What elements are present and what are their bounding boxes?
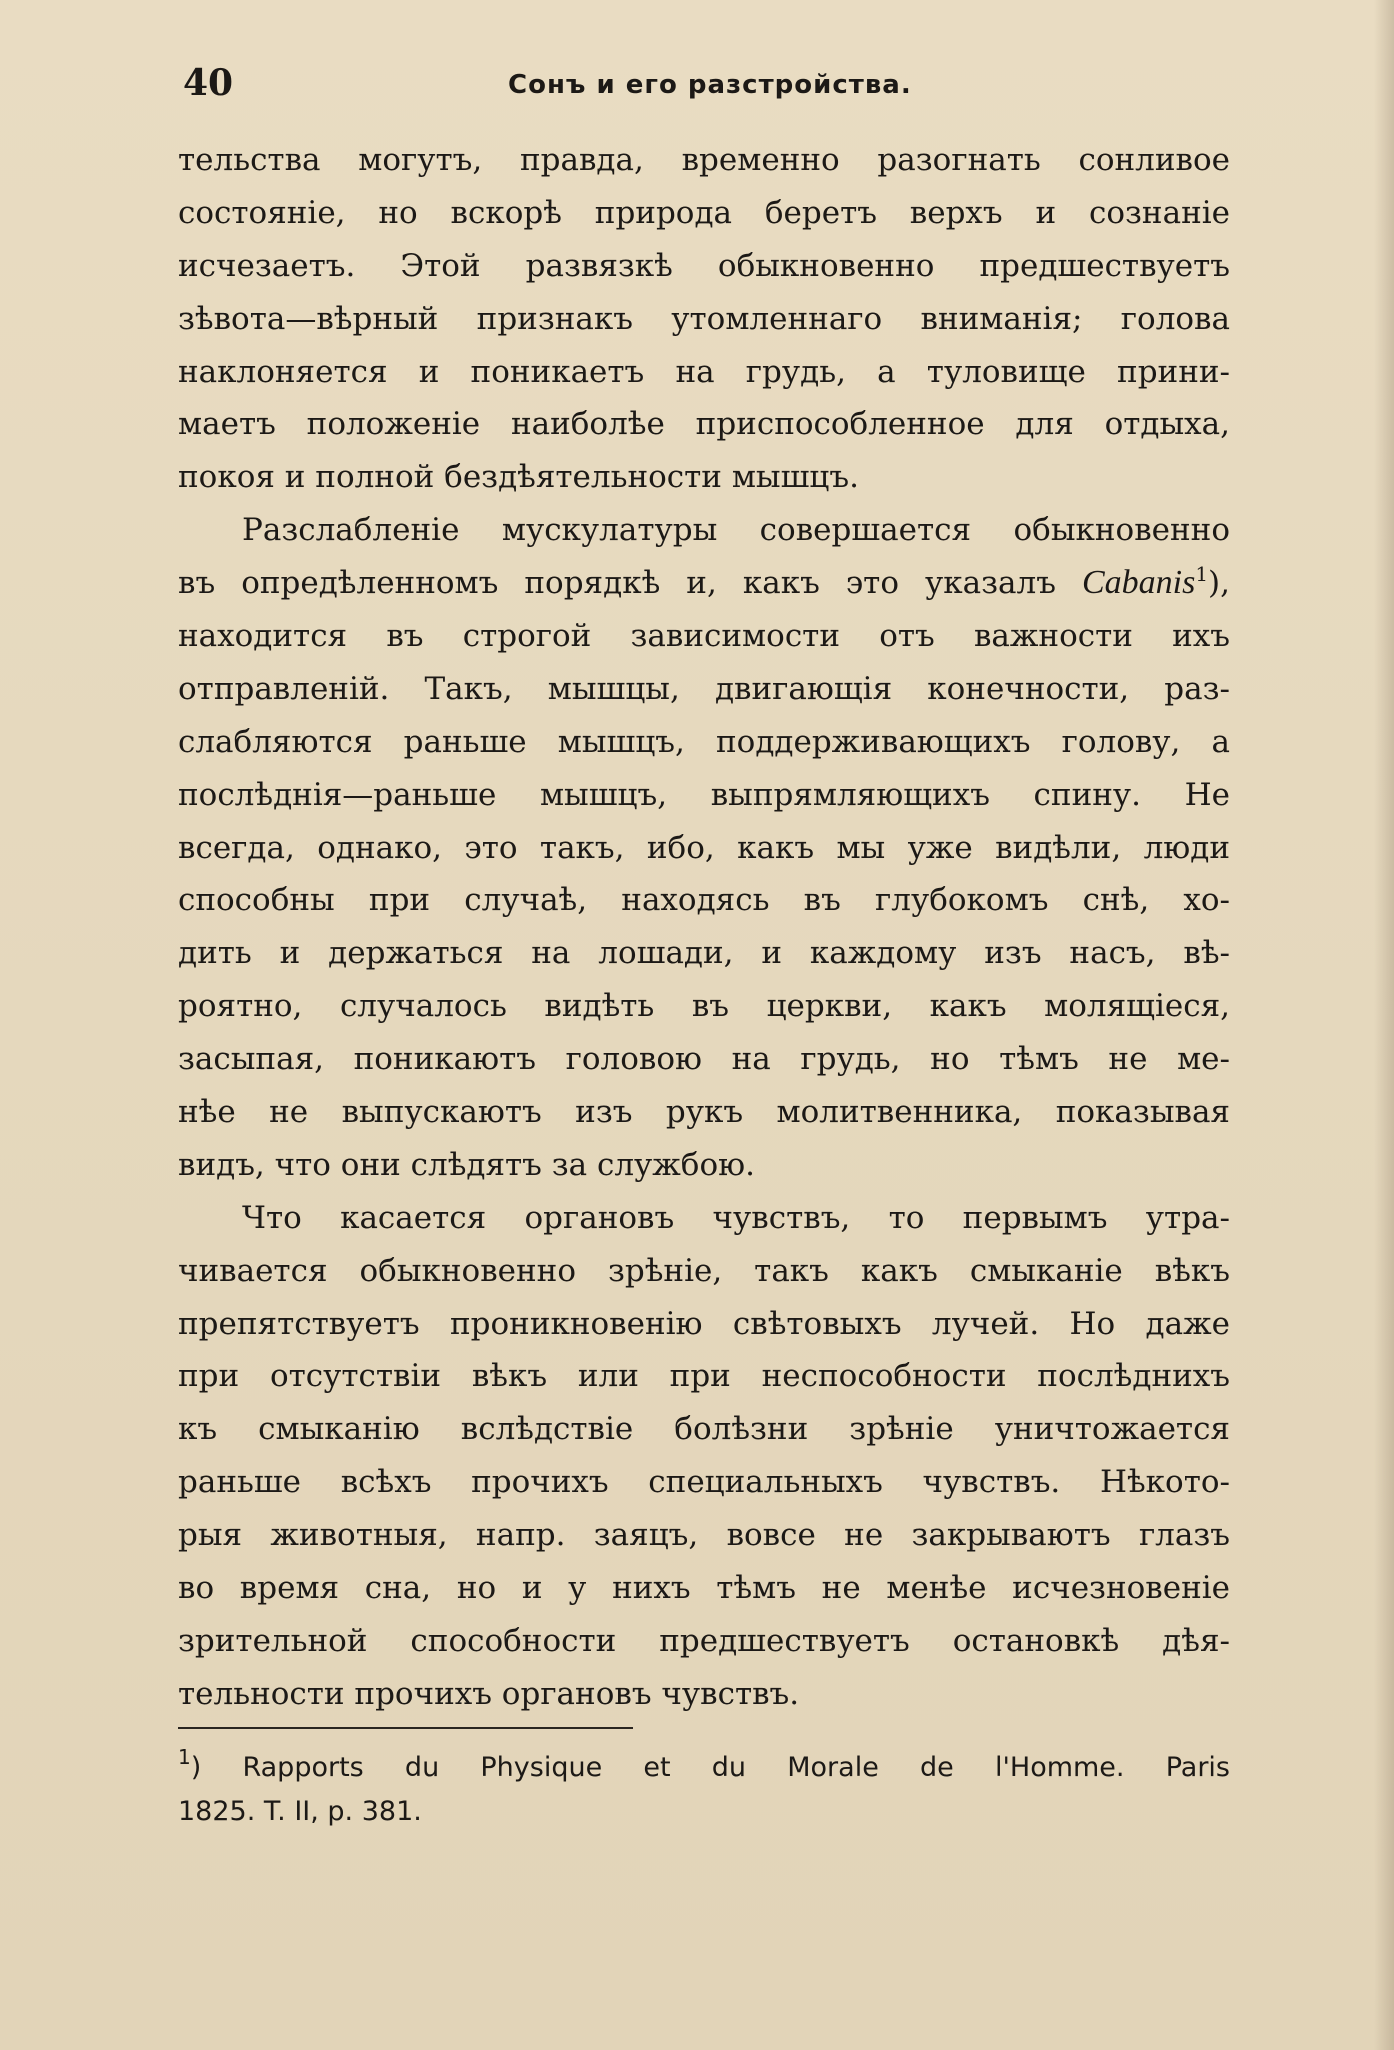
text-line: препятствуетъ проникновенiю свѣтовыхъ лучей. Но даже — [178, 1305, 1230, 1342]
footnote-line: 1825. T. II, p. 381. — [178, 1796, 422, 1827]
text-line: при отсутствiи вѣкъ или при неспособности послѣднихъ — [178, 1358, 1230, 1395]
text-line: маетъ положенiе наиболѣе приспособленное для отдыха, — [178, 406, 1230, 443]
footnote-ref[interactable]: 1 — [1195, 562, 1209, 587]
text-line: Что касается органовъ чувствъ, то первымъ утра- — [242, 1199, 1230, 1236]
text-line: покоя и полной бездѣятельности мышцъ. — [178, 459, 859, 496]
running-title: Сонъ и его разстройства. — [508, 70, 912, 100]
body-text — [178, 134, 1230, 1721]
paragraph-3 — [178, 1192, 1230, 1721]
text-line: дить и держаться на лошади, и каждому изъ насъ, вѣ- — [178, 935, 1230, 972]
page-edge-shadow — [1374, 0, 1394, 2050]
paragraph-2 — [178, 504, 1230, 1192]
text-line: нѣе не выпускаютъ изъ рукъ молитвенника, показывая — [178, 1094, 1230, 1131]
text-line: тельства могутъ, правда, временно разогнать сонливое — [178, 142, 1230, 178]
text-line: исчезаетъ. Этой развязкѣ обыкновенно предшествуетъ — [178, 247, 1230, 284]
page-header — [183, 62, 1233, 112]
text-line: способны при случаѣ, находясь въ глубокомъ снѣ, хо- — [178, 882, 1230, 919]
text-line: видъ, что они слѣдятъ за службою. — [178, 1146, 755, 1183]
text-line: Разслабленiе мускулатуры совершается обыкновенно — [242, 512, 1230, 549]
author-name: Cabanis — [1081, 564, 1196, 602]
text-line: чивается обыкновенно зрѣнiе, такъ какъ смыканiе вѣкъ — [178, 1252, 1230, 1289]
text-line: послѣднiя—раньше мышцъ, выпрямляющихъ спину. Не — [178, 776, 1230, 813]
paragraph-1 — [178, 134, 1230, 504]
text-line: засыпая, поникаютъ головою на грудь, но тѣмъ не ме- — [178, 1041, 1230, 1078]
text-line: роятно, случалось видѣть въ церкви, какъ молящiеся, — [178, 988, 1230, 1025]
footnote-text: ) Rapports du Physique et du Morale de l'Homme. Paris — [190, 1752, 1230, 1783]
text-line: къ смыканiю вслѣдствiе болѣзни зрѣнiе уничтожается — [178, 1411, 1230, 1448]
text-line: зѣвота—вѣрный признакъ утомленнаго вниманiя; голова — [178, 300, 1230, 337]
footnote-marker: 1 — [178, 1745, 191, 1769]
text-line: находится въ строгой зависимости отъ важности ихъ — [178, 618, 1230, 655]
text-line: всегда, однако, это такъ, ибо, какъ мы уже видѣли, люди — [178, 829, 1230, 866]
text-line: слабляются раньше мышцъ, поддерживающихъ голову, а — [178, 723, 1230, 760]
text-line: состоянiе, но вскорѣ природа беретъ верхъ и сознанiе — [178, 194, 1230, 231]
text-line: зрительной способности предшествуетъ остановкѣ дѣя- — [178, 1622, 1230, 1659]
page-number: 40 — [183, 62, 234, 104]
text-segment: въ опредѣленномъ порядкѣ и, какъ это указалъ — [178, 565, 1056, 602]
text-line — [178, 557, 1230, 610]
text-line: рыя животныя, напр. заяцъ, вовсе не закрываютъ глазъ — [178, 1517, 1230, 1554]
text-line: наклоняется и поникаетъ на грудь, а туловище прини- — [178, 353, 1230, 390]
text-line: во время сна, но и у нихъ тѣмъ не менѣе исчезновенiе — [178, 1570, 1230, 1607]
text-line: тельности прочихъ органовъ чувствъ. — [178, 1675, 800, 1712]
text-line: отправленiй. Такъ, мышцы, двигающiя конечности, раз- — [178, 670, 1230, 707]
text-segment: ), — [1208, 565, 1230, 602]
footnote-line — [178, 1746, 1230, 1790]
footnote-divider — [178, 1727, 633, 1729]
text-line: раньше всѣхъ прочихъ специальныхъ чувствъ. Нѣкото- — [178, 1464, 1230, 1501]
footnote — [178, 1746, 1230, 1834]
